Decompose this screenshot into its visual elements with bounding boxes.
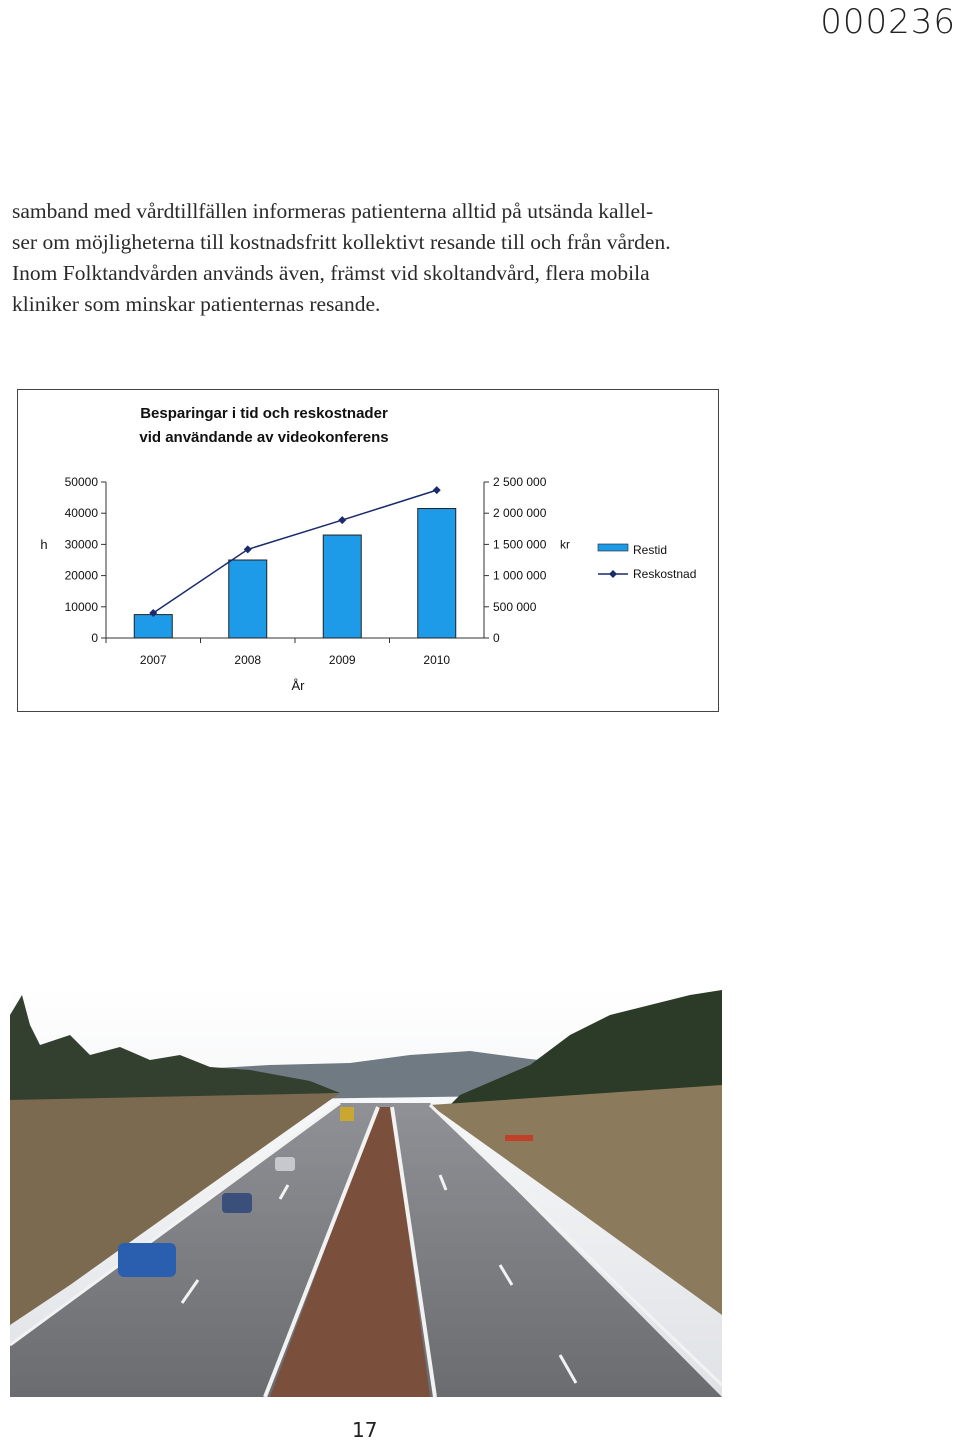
plot-area <box>65 475 570 667</box>
x-tick-label: 2008 <box>234 653 262 667</box>
y-left-tick-label: 10000 <box>64 599 98 614</box>
point-reskostnad <box>433 486 441 494</box>
body-line: kliniker som minskar patienternas resande. <box>12 292 381 316</box>
bar-restid <box>418 509 456 638</box>
legend-swatch-restid <box>598 544 628 551</box>
page-id-stamp: 000236 <box>820 2 956 42</box>
car-blue <box>118 1243 176 1277</box>
y-right-tick-label: 1 500 000 <box>493 537 547 552</box>
chart-title: Besparingar i tid och reskostnader <box>140 405 388 422</box>
y-left-tick-label: 40000 <box>64 506 98 521</box>
car-silver <box>275 1157 295 1171</box>
highway-photo <box>10 985 722 1397</box>
body-line: samband med vårdtillfällen informeras patienterna alltid på utsända kallel- <box>12 199 654 223</box>
y-right-tick-label: 1 000 000 <box>493 568 547 583</box>
car-dark <box>222 1193 252 1213</box>
x-tick-label: 2010 <box>423 653 451 667</box>
page-number: 17 <box>352 1418 378 1442</box>
y-left-tick-label: 50000 <box>64 475 98 489</box>
chart-canvas <box>18 390 718 711</box>
legend-marker-reskostnad <box>609 570 617 578</box>
x-tick-label: 2009 <box>328 653 356 667</box>
legend-label-reskostnad: Reskostnad <box>633 567 697 581</box>
body-line: ser om möjligheterna till kostnadsfritt kollektivt resande till och från vården. <box>12 230 671 254</box>
truck <box>340 1107 354 1121</box>
y-left-tick-label: 20000 <box>64 568 98 583</box>
bar-restid <box>134 615 172 638</box>
y-axis-left-label: h <box>40 537 48 552</box>
legend-label-restid: Restid <box>633 543 668 557</box>
y-right-tick-label: 2 000 000 <box>493 506 547 521</box>
body-line: Inom Folktandvården används även, främst vid skoltandvård, flera mobila <box>12 261 650 285</box>
y-right-tick-label: 500 000 <box>493 599 537 614</box>
y-right-tick-label: 0 <box>493 631 500 645</box>
x-axis-label: År <box>291 678 305 693</box>
body-paragraph <box>12 196 732 320</box>
y-right-tick-label: 2 500 000 <box>493 475 547 489</box>
y-left-tick-label: 0 <box>91 631 98 645</box>
y-axis-right-label: kr <box>560 537 570 552</box>
line-reskostnad <box>153 490 437 613</box>
bar-restid <box>229 560 267 638</box>
road-sign <box>505 1135 533 1141</box>
point-reskostnad <box>338 516 346 524</box>
savings-chart <box>17 389 719 712</box>
bar-restid <box>323 535 361 638</box>
x-tick-label: 2007 <box>139 653 167 667</box>
y-left-tick-label: 30000 <box>64 537 98 552</box>
chart-legend <box>598 543 696 581</box>
chart-subtitle: vid användande av videokonferens <box>139 429 389 446</box>
point-reskostnad <box>244 545 252 553</box>
